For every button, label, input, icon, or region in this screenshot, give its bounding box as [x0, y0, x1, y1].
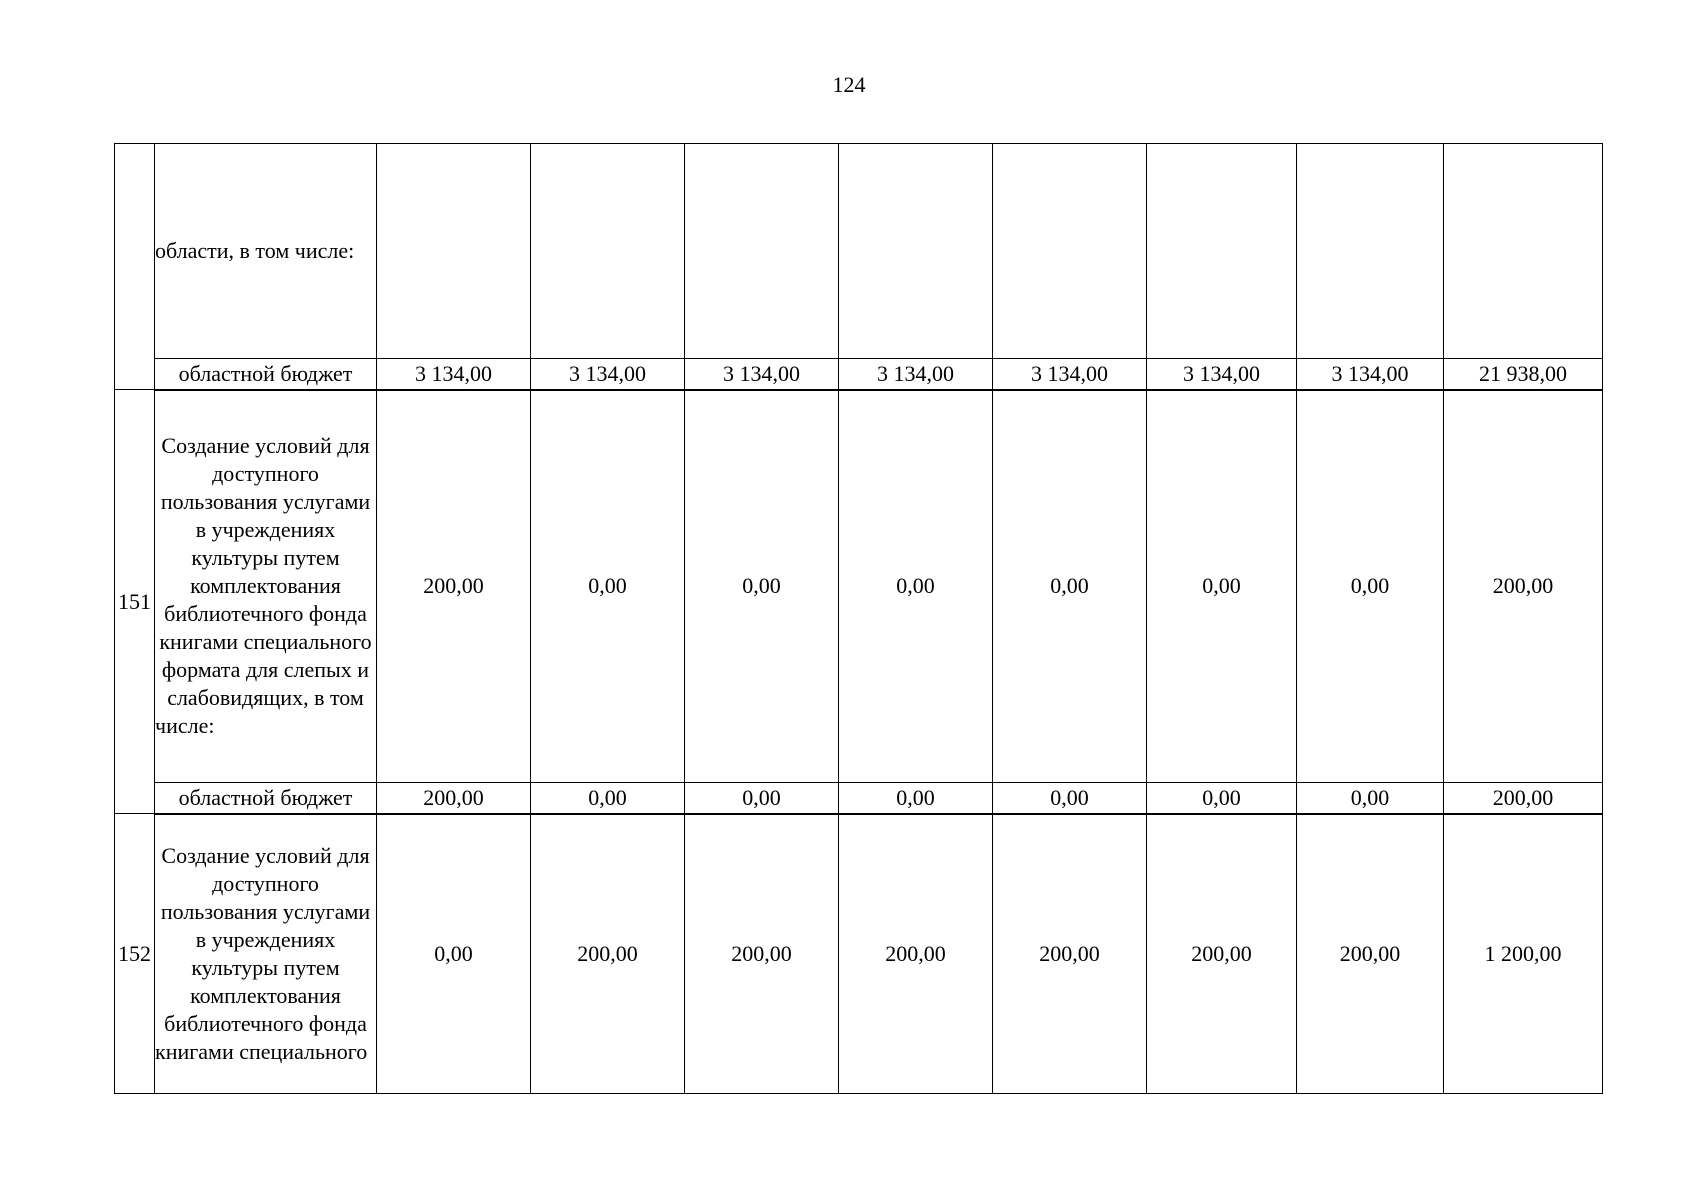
value-cell: 0,00 [1297, 783, 1444, 814]
value-cell [1147, 144, 1297, 359]
value-cell [685, 144, 839, 359]
description-cell [155, 144, 377, 359]
budget-label-cell: областной бюджет [155, 783, 377, 814]
table-row-continuation [115, 144, 1603, 359]
value-cell: 0,00 [1297, 390, 1444, 783]
description-text: области, в том числе: [155, 238, 355, 263]
value-cell: 0,00 [531, 390, 685, 783]
value-cell: 0,00 [839, 783, 993, 814]
table-row-budget [115, 783, 1603, 814]
value-cell [531, 144, 685, 359]
value-cell: 3 134,00 [839, 359, 993, 390]
total-cell: 1 200,00 [1444, 814, 1603, 1094]
value-cell: 3 134,00 [685, 359, 839, 390]
value-cell: 200,00 [377, 783, 531, 814]
value-cell: 0,00 [377, 814, 531, 1094]
row-number-cell: 152 [115, 814, 155, 1094]
value-cell: 0,00 [839, 390, 993, 783]
value-cell: 0,00 [685, 390, 839, 783]
page-number: 124 [832, 72, 866, 97]
value-cell: 0,00 [1147, 390, 1297, 783]
value-cell: 0,00 [531, 783, 685, 814]
value-cell: 0,00 [993, 783, 1147, 814]
table-row-budget [115, 359, 1603, 390]
value-cell [1297, 144, 1444, 359]
budget-table [114, 143, 1603, 1094]
total-cell: 21 938,00 [1444, 359, 1603, 390]
description-text: Создание условий для доступного пользования услугами в учреждениях культуры путем комплектования библиотечного фонда книгами специального формата для слепых и слабовидящих, в том числе: [155, 433, 372, 739]
description-cell [155, 814, 377, 1094]
value-cell: 3 134,00 [993, 359, 1147, 390]
value-cell: 200,00 [839, 814, 993, 1094]
table-row-item-151 [115, 390, 1603, 783]
budget-label-cell: областной бюджет [155, 359, 377, 390]
table-row-item-152 [115, 814, 1603, 1094]
row-number-cell [115, 144, 155, 390]
total-cell: 200,00 [1444, 783, 1603, 814]
value-cell: 200,00 [377, 390, 531, 783]
value-cell [1444, 144, 1603, 359]
value-cell: 3 134,00 [1297, 359, 1444, 390]
value-cell [839, 144, 993, 359]
value-cell [377, 144, 531, 359]
description-text: Создание условий для доступного пользования услугами в учреждениях культуры путем комплектования библиотечного фонда книгами специального [155, 842, 371, 1064]
row-number-cell: 151 [115, 390, 155, 814]
value-cell: 3 134,00 [377, 359, 531, 390]
value-cell [993, 144, 1147, 359]
value-cell: 200,00 [1147, 814, 1297, 1094]
description-cell [155, 390, 377, 783]
value-cell: 3 134,00 [1147, 359, 1297, 390]
total-cell: 200,00 [1444, 390, 1603, 783]
value-cell: 0,00 [993, 390, 1147, 783]
value-cell: 0,00 [685, 783, 839, 814]
value-cell: 200,00 [1297, 814, 1444, 1094]
value-cell: 200,00 [531, 814, 685, 1094]
value-cell: 200,00 [993, 814, 1147, 1094]
value-cell: 0,00 [1147, 783, 1297, 814]
value-cell: 3 134,00 [531, 359, 685, 390]
value-cell: 200,00 [685, 814, 839, 1094]
